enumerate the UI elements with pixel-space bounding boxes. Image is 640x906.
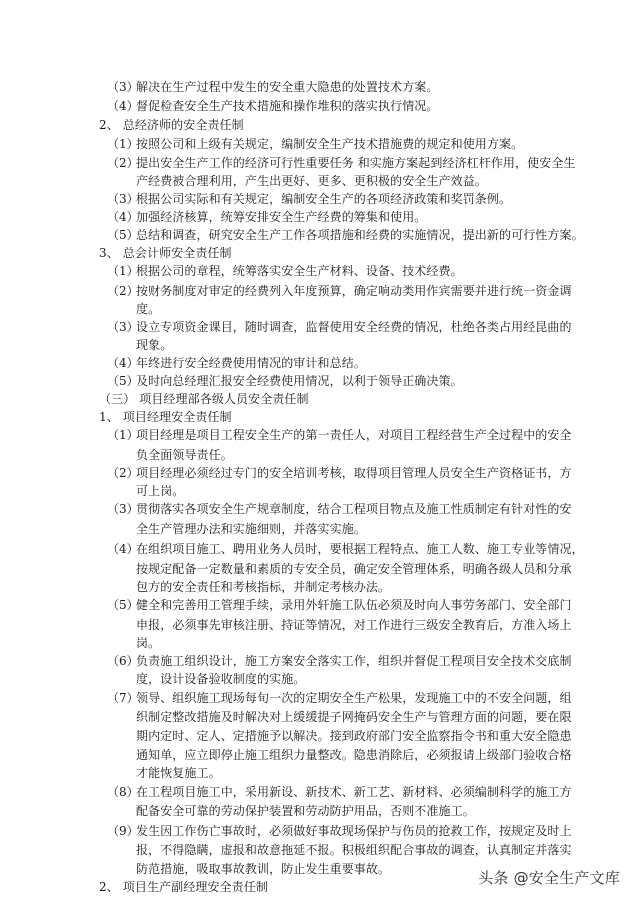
- continuation-text: 全生产管理办法和实施细则，并落实实施。: [136, 522, 366, 536]
- section-heading: 2、 项目生产副经理安全责任制: [99, 880, 268, 894]
- item-number: （1）: [107, 264, 139, 278]
- list-item-text: 在工程项目施工中，采用新设、新技术、新工艺、新材料、必须编制科学的施工方: [136, 785, 572, 799]
- list-item-text: 提出安全生产工作的经济可行性重要任务 和实施方案起到经济杠杆作用，使安全生: [136, 156, 576, 170]
- item-number: （8）: [107, 785, 139, 799]
- continuation-text: 负全面领导责任。: [136, 448, 233, 462]
- continuation-text: 织制定整改措施及时解决对上缓缓提子网掩码安全生产与管理方面的问题，要在限: [136, 710, 572, 724]
- item-number: （2）: [107, 466, 139, 480]
- list-item-text: 及时向总经理汇报安全经费使用情况，以利于领导正确决策。: [136, 374, 463, 388]
- item-number: （3）: [107, 192, 139, 206]
- section-heading: （三） 项目经理部各级人员安全责任制: [99, 392, 309, 406]
- continuation-text: 申报，必须事先审核注册、持证等情况，对工作进行三级安全教育后，方准入场上: [136, 618, 572, 632]
- continuation-text: 产经费被合理利用，产生出更好、更多、更积极的安全生产效益。: [136, 174, 487, 188]
- list-item-text: 督促检查安全生产技术措施和操作堆积的落实执行情况。: [136, 99, 439, 113]
- continuation-text: 岗。: [136, 636, 161, 650]
- item-number: （4）: [107, 210, 139, 224]
- continuation-text: 现象。: [136, 338, 173, 352]
- item-number: （5）: [107, 598, 139, 612]
- list-item-text: 负责施工组织设计，施工方案安全落实工作，组织并督促工程项目安全技术交底制: [136, 654, 572, 668]
- item-number: （2）: [107, 156, 139, 170]
- list-item-text: 年终进行安全经费使用情况的审计和总结。: [136, 356, 366, 370]
- item-number: （4）: [107, 99, 139, 113]
- item-number: （3）: [107, 80, 139, 94]
- continuation-text: 才能恢复施工。: [136, 766, 221, 780]
- item-number: （4）: [107, 542, 139, 556]
- watermark-text: 头条 @安全生产文库: [478, 869, 620, 887]
- item-number: （3）: [107, 502, 139, 516]
- item-number: （1）: [107, 137, 139, 151]
- item-number: （1）: [107, 428, 139, 442]
- list-item-text: 按财务制度对审定的经费列入年度预算，确定响动类用作宾需要并进行统一资金调: [136, 284, 572, 298]
- section-heading: 1、 项目经理安全责任制: [99, 410, 232, 424]
- list-item-text: 解决在生产过程中发生的安全重大隐患的处置技术方案。: [136, 80, 439, 94]
- list-item-text: 领导、组织施工现场每旬一次的定期安全生产松果，发现施工中的不安全问题，组: [136, 691, 572, 705]
- continuation-text: 度，设计设备验收制度的实施。: [136, 672, 306, 686]
- list-item-text: 健全和完善用工管理手续，录用外轩施工队伍必须及时向人事劳务部门、安全部门: [136, 598, 572, 612]
- list-item-text: 按照公司和上级有关规定，编制安全生产技术措施费的规定和使用方案。: [136, 137, 524, 151]
- list-item-text: 发生因工作伤亡事故时，必须做好事故现场保护与伤员的抢救工作，按规定及时上: [136, 824, 572, 838]
- item-number: （5）: [107, 374, 139, 388]
- list-item-text: 设立专项资金课目，随时调查，监督使用安全经费的情况，杜绝各类占用经昆曲的: [136, 320, 572, 334]
- continuation-text: 防范措施，吸取事故教训，防止发生重要事故。: [136, 862, 391, 876]
- list-item-text: 加强经济核算，统筹安排安全生产经费的筹集和使用。: [136, 210, 427, 224]
- section-heading: 3、 总会计师安全责任制: [99, 246, 232, 260]
- continuation-text: 按规定配备一定数量和素质的专安全员，确定安全管理体系，明确各级人员和分承: [136, 562, 572, 576]
- continuation-text: 度。: [136, 302, 161, 316]
- item-number: （3）: [107, 320, 139, 334]
- continuation-text: 期内定时、定人、定措施予以解决。接到政府部门安全监察指令书和重大安全隐患: [136, 729, 572, 743]
- item-number: （6）: [107, 654, 139, 668]
- item-number: （9）: [107, 824, 139, 838]
- continuation-text: 通知单，应立即停止施工组织力量整改。隐患消除后，必须报请上级部门验收合格: [136, 748, 572, 762]
- item-number: （2）: [107, 284, 139, 298]
- section-heading: 2、 总经济师的安全责任制: [99, 118, 244, 132]
- list-item-text: 在组织项目施工、聘用业务人员时，要根据工程特点、施工人数、施工专业等情况，: [136, 542, 584, 556]
- list-item-text: 根据公司实际和有关规定，编制安全生产的各项经济政策和奖罚条例。: [136, 192, 512, 206]
- item-number: （4）: [107, 356, 139, 370]
- list-item-text: 项目经理是项目工程安全生产的第一责任人，对项目工程经营生产全过程中的安全: [136, 428, 572, 442]
- continuation-text: 包方的安全责任和考核指标，并制定考核办法。: [136, 580, 391, 594]
- continuation-text: 可上岗。: [136, 484, 185, 498]
- continuation-text: 报，不得隐瞒，虚报和故意拖延不报。积极组织配合事故的调查，认真制定并落实: [136, 843, 572, 857]
- list-item-text: 项目经理必须经过专门的安全培训考核，取得项目管理人员安全生产资格证书，方: [136, 466, 572, 480]
- item-number: （7）: [107, 691, 139, 705]
- continuation-text: 配备安全可靠的劳动保护装置和劳动防护用品，否则不准施工。: [136, 804, 475, 818]
- item-number: （5）: [107, 228, 139, 242]
- list-item-text: 根据公司的章程，统筹落实安全生产材料、设备、技术经费。: [136, 264, 463, 278]
- watermark: [478, 867, 620, 888]
- list-item-text: 贯彻落实各项安全生产规章制度，结合工程项目物点及施工性质制定有针对性的安: [136, 502, 572, 516]
- list-item-text: 总结和调查，研究安全生产工作各项措施和经费的实施情况，提出新的可行性方案。: [136, 228, 584, 242]
